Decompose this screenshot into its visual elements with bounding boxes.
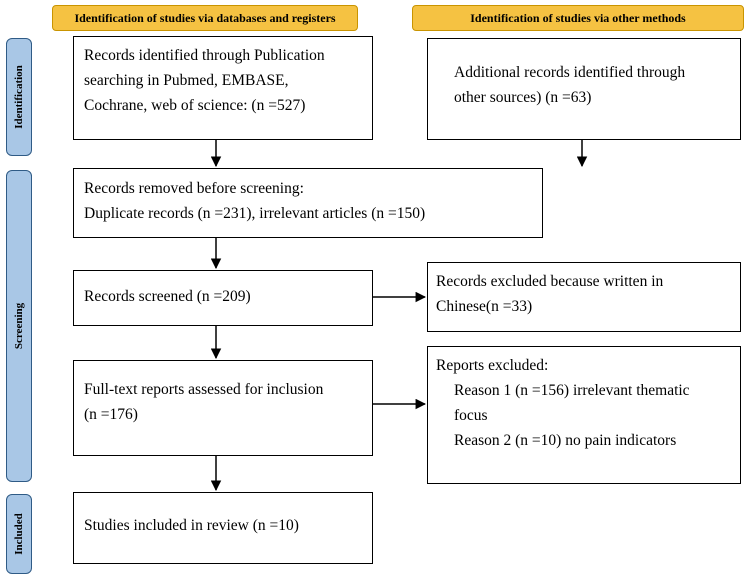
box-line: Full-text reports assessed for inclusion — [84, 381, 324, 398]
box-line: Records identified through Publication — [84, 47, 325, 64]
box-line: Chinese(n =33) — [436, 298, 533, 315]
box-line: focus — [454, 407, 488, 424]
box-line: Reason 1 (n =156) irrelevant thematic — [454, 382, 690, 399]
box-line: Reason 2 (n =10) no pain indicators — [454, 432, 677, 449]
box-line: other sources) (n =63) — [454, 89, 592, 106]
box-line: (n =176) — [84, 406, 138, 423]
box-line: Studies included in review (n =10) — [84, 517, 299, 534]
box-line: searching in Pubmed, EMBASE, — [84, 72, 289, 89]
box-line: Duplicate records (n =231), irrelevant articles (n =150) — [84, 205, 426, 222]
box-line: Reports excluded: — [436, 357, 549, 374]
stage-included-label: Included — [13, 513, 26, 555]
stage-screening-label: Screening — [13, 302, 25, 350]
stage-identification-label: Identification — [13, 65, 25, 129]
box-line: Records removed before screening: — [84, 180, 304, 197]
box-line: Records screened (n =209) — [84, 288, 251, 305]
header-databases-label: Identification of studies via databases and registers — [74, 10, 336, 25]
box-line: Records excluded because written in — [436, 273, 664, 290]
box-line: Cochrane, web of science: (n =527) — [84, 97, 306, 114]
header-other-methods-label: Identification of studies via other methods — [470, 10, 686, 25]
box-line: Additional records identified through — [454, 64, 686, 81]
